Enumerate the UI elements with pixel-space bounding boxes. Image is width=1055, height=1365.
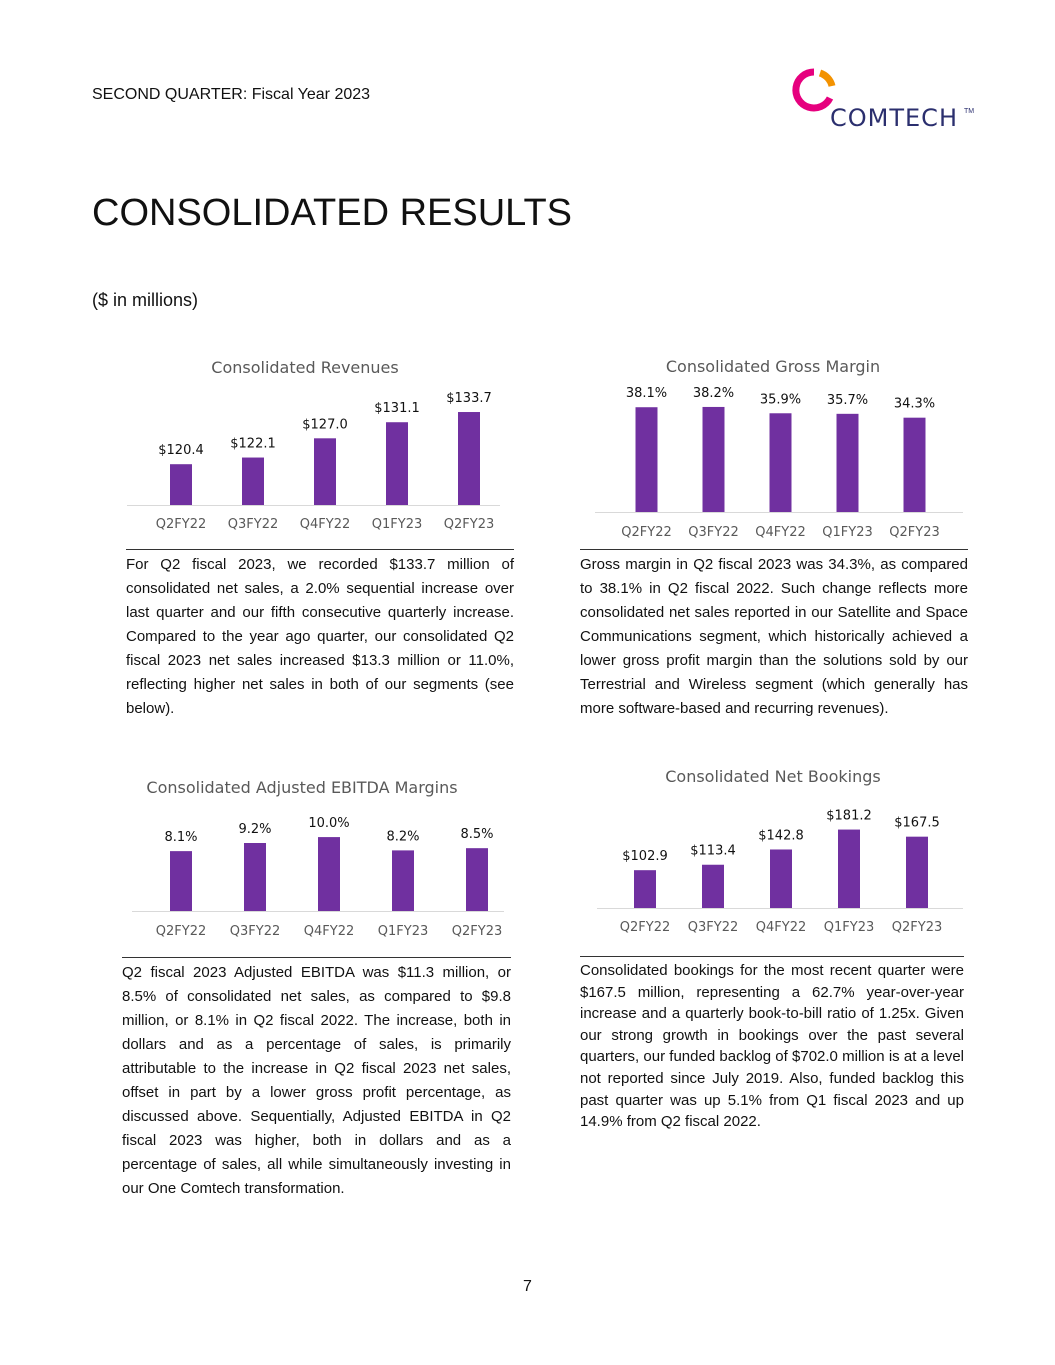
bar-q1fy23 [838, 830, 860, 908]
data-label-q1fy23: $131.1 [374, 401, 420, 417]
units-note: ($ in millions) [92, 290, 199, 310]
tick-label-q2fy23: Q2FY23 [443, 517, 495, 532]
chart-title: Consolidated Net Bookings [665, 767, 881, 786]
tick-label-q1fy23: Q1FY23 [371, 517, 423, 532]
tick-label-q2fy22: Q2FY22 [155, 517, 207, 532]
bar-q3fy22 [242, 458, 264, 505]
bar-q1fy23 [392, 850, 414, 911]
data-label-q4fy22: $142.8 [758, 828, 804, 844]
tick-label-q2fy22: Q2FY22 [619, 920, 671, 935]
header-title: SECOND QUARTER: Fiscal Year 2023 [92, 86, 371, 103]
tick-label-q4fy22: Q4FY22 [303, 924, 355, 939]
tick-label-q1fy23: Q1FY23 [823, 920, 875, 935]
tick-label-q1fy23: Q1FY23 [822, 525, 873, 540]
tick-label-q2fy22: Q2FY22 [155, 924, 207, 939]
bar-q2fy23 [458, 412, 480, 505]
revenues-paragraph: For Q2 fiscal 2023, we recorded $133.7 million of consolidated net sales, a 2.0% sequential increase over last quarter and our fifth consecutive quarterly increase. Compared to the year ago quarter, our consolidated Q2 fiscal 2023 net sales increased $13.3 million or 11.0%, reflecting higher net sales in both of our segments (see below). [126, 549, 514, 721]
tick-label-q3fy22: Q3FY22 [687, 920, 739, 935]
data-label-q4fy22: 35.9% [759, 392, 802, 408]
ebitda-paragraph: Q2 fiscal 2023 Adjusted EBITDA was $11.3 million, or 8.5% of consolidated net sales, as compared to $9.8 million, or 8.1% in Q2 fiscal 2022. The increase, both in dollars and as a percentage of sales, is primarily attributable to the increase in Q2 fiscal 2023 net sales, offset in part by a lower gross profit percentage, as discussed above. Sequentially, Adjusted EBITDA in Q2 fiscal 2023 was higher, both in dollars and as a percentage of sales, all while simultaneously investing in our One Comtech transformation. [122, 957, 511, 1201]
data-label-q3fy22: 38.2% [692, 385, 735, 401]
chart-consolidated-revenues [115, 358, 515, 538]
tick-label-q4fy22: Q4FY22 [755, 920, 807, 935]
tick-label-q3fy22: Q3FY22 [227, 517, 279, 532]
bar-q2fy23 [906, 837, 928, 908]
chart-ebitda-svg [112, 778, 512, 948]
tick-label-q4fy22: Q4FY22 [299, 517, 351, 532]
data-label-q2fy23: $167.5 [894, 815, 940, 831]
tick-label-q3fy22: Q3FY22 [688, 525, 739, 540]
bar-q1fy23 [386, 422, 408, 505]
tick-label-q1fy23: Q1FY23 [377, 924, 429, 939]
chart-gross-margin-svg [583, 356, 983, 546]
data-label-q3fy22: $113.4 [690, 843, 736, 859]
page-number: 7 [523, 1278, 532, 1295]
bar-q4fy22 [770, 849, 792, 908]
logo-wordmark: COMTECH [830, 104, 958, 132]
data-label-q4fy22: 10.0% [308, 816, 350, 832]
bar-q3fy22 [244, 843, 266, 911]
data-label-q4fy22: $127.0 [302, 417, 348, 433]
logo-trademark: TM [964, 108, 975, 115]
tick-label-q2fy23: Q2FY23 [891, 920, 943, 935]
gross-margin-paragraph: Gross margin in Q2 fiscal 2023 was 34.3%, as compared to 38.1% in Q2 fiscal 2022. Such change reflects more consolidated net sales reported in our Satellite and Space Communications segment, which historically achieved a lower gross profit margin than the solutions sold by our Terrestrial and Wireless segment (which generally has more software-based and recurring revenues). [580, 549, 968, 721]
bar-q4fy22 [318, 837, 340, 911]
data-label-q2fy23: 8.5% [460, 827, 494, 843]
data-label-q2fy23: $133.7 [446, 391, 492, 407]
bookings-paragraph: Consolidated bookings for the most recent quarter were $167.5 million, representing a 62.7% year-over-year increase and a quarterly book-to-bill ratio of 1.25x. Given our strong growth in bookings over the past several quarters, our funded backlog of $702.0 million is at a level not reported since July 2019. Also, funded backlog this past quarter was up 5.1% from Q1 fiscal 2023 and up 14.9% from Q2 fiscal 2022. [580, 956, 964, 1133]
chart-title: Consolidated Gross Margin [665, 357, 881, 376]
data-label-q2fy23: 34.3% [893, 396, 936, 412]
bar-q2fy23 [904, 418, 926, 512]
chart-revenues-svg [115, 358, 515, 538]
chart-consolidated-net-bookings [583, 760, 983, 940]
chart-adjusted-ebitda-margins [112, 778, 512, 948]
bar-q3fy22 [702, 865, 724, 908]
bar-q2fy22 [170, 851, 192, 911]
data-label-q1fy23: $181.2 [826, 808, 872, 824]
chart-consolidated-gross-margin [583, 356, 983, 546]
data-label-q3fy22: 9.2% [238, 822, 272, 837]
tick-label-q2fy22: Q2FY22 [621, 525, 672, 540]
tick-label-q4fy22: Q4FY22 [755, 525, 806, 540]
data-label-q2fy22: 38.1% [625, 386, 668, 402]
bar-q2fy23 [466, 848, 488, 911]
bar-q4fy22 [314, 438, 336, 505]
data-label-q1fy23: 35.7% [826, 392, 869, 408]
chart-title: Consolidated Revenues [211, 358, 399, 377]
data-label-q3fy22: $122.1 [230, 436, 276, 452]
tick-label-q3fy22: Q3FY22 [229, 924, 281, 939]
chart-bookings-svg [583, 760, 983, 940]
bar-q2fy22 [636, 407, 658, 512]
data-label-q2fy22: $120.4 [158, 443, 204, 459]
bar-q2fy22 [170, 464, 192, 505]
data-label-q2fy22: 8.1% [164, 830, 198, 846]
page-title: CONSOLIDATED RESULTS [92, 192, 573, 234]
data-label-q1fy23: 8.2% [386, 829, 420, 845]
chart-title: Consolidated Adjusted EBITDA Margins [146, 778, 458, 797]
bar-q4fy22 [770, 413, 792, 512]
bar-q2fy22 [634, 870, 656, 908]
data-label-q2fy22: $102.9 [622, 849, 668, 865]
comtech-logo [786, 64, 986, 136]
tick-label-q2fy23: Q2FY23 [451, 924, 503, 939]
bar-q3fy22 [703, 407, 725, 512]
tick-label-q2fy23: Q2FY23 [889, 525, 940, 540]
bar-q1fy23 [837, 414, 859, 512]
